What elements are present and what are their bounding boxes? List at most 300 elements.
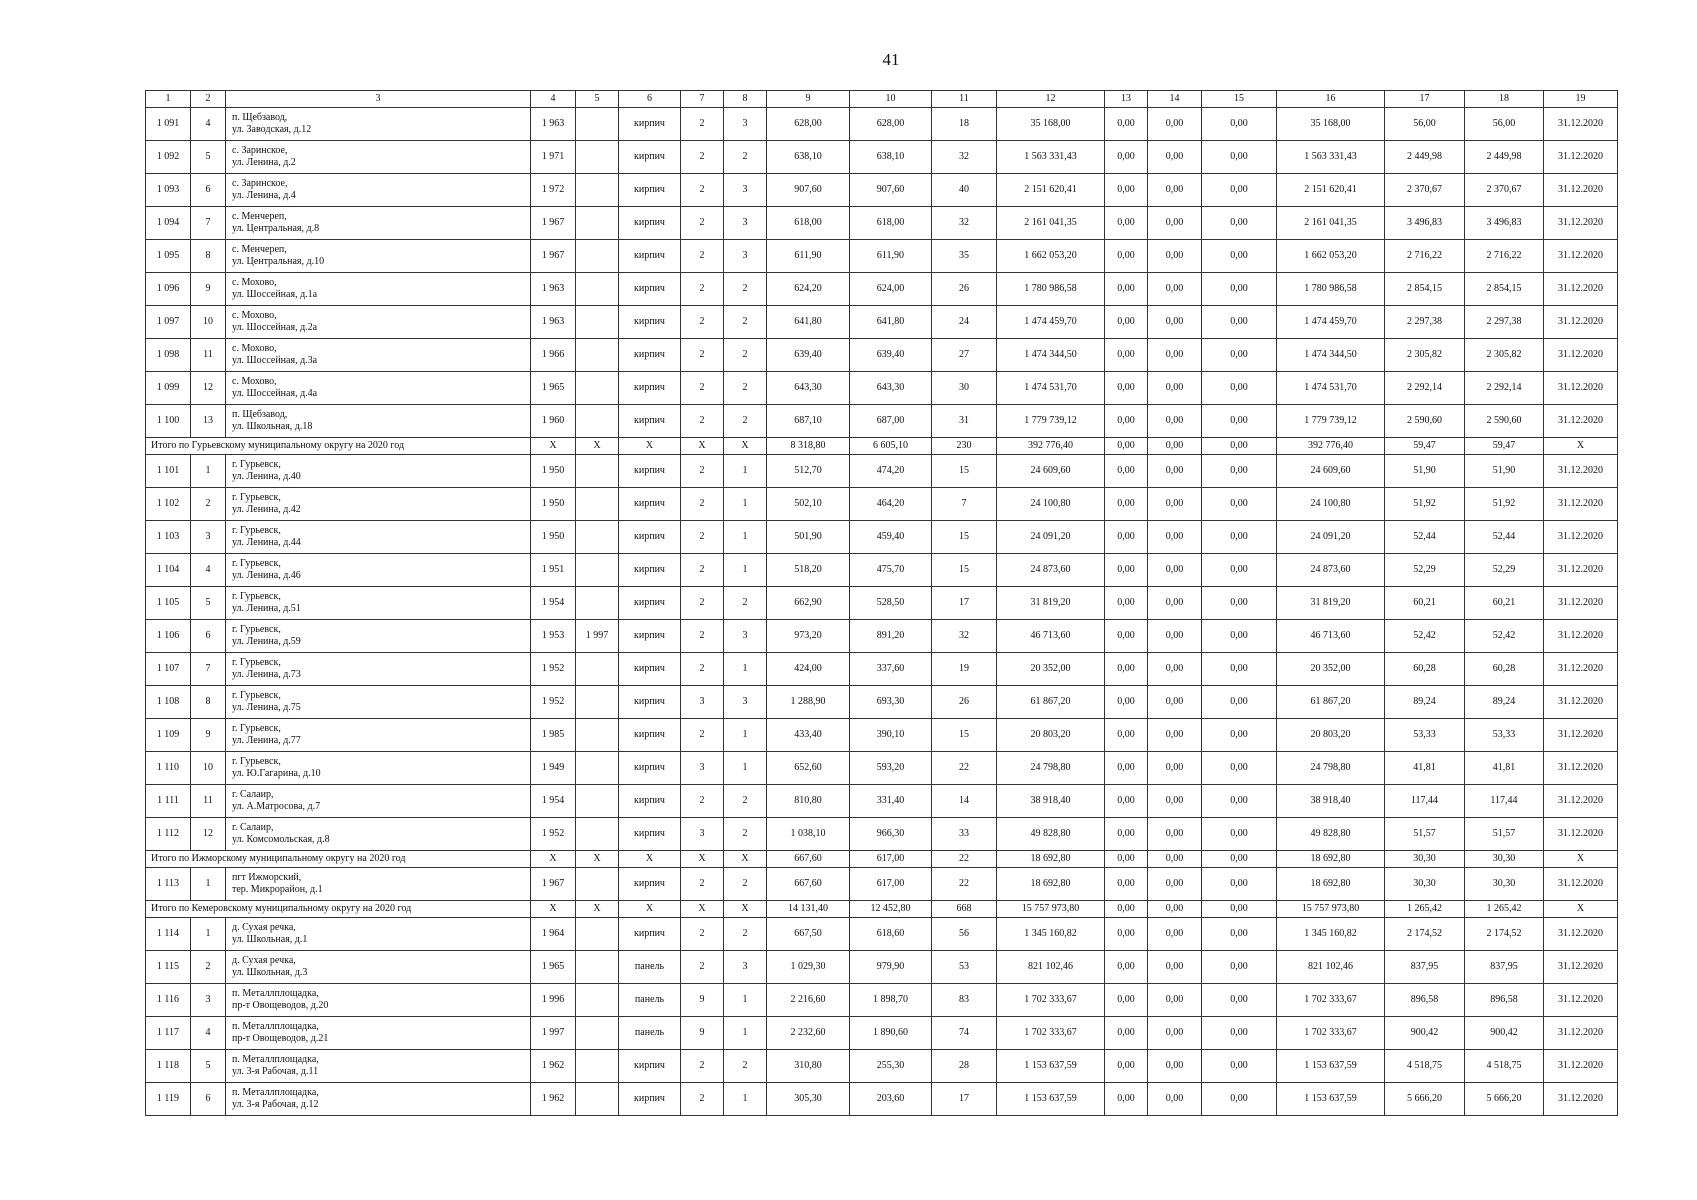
table-cell [576, 405, 619, 438]
table-cell: 31.12.2020 [1544, 207, 1618, 240]
table-cell: 52,42 [1385, 620, 1465, 653]
table-cell: 53,33 [1465, 719, 1544, 752]
table-cell: 4 [191, 1017, 226, 1050]
table-cell: 1 115 [146, 951, 191, 984]
address-line: ул. Ленина, д.46 [232, 570, 301, 581]
address-line: пгт Ижморский, [232, 872, 302, 883]
table-cell: 117,44 [1465, 785, 1544, 818]
table-cell: 0,00 [1202, 521, 1277, 554]
table-cell: 0,00 [1202, 455, 1277, 488]
table-cell [576, 984, 619, 1017]
table-cell: 0,00 [1148, 372, 1202, 405]
table-cell [576, 207, 619, 240]
table-cell: 2 292,14 [1465, 372, 1544, 405]
table-cell: 0,00 [1148, 240, 1202, 273]
table-cell: 1 116 [146, 984, 191, 1017]
table-cell: 305,30 [767, 1083, 850, 1116]
table-cell: 10 [191, 306, 226, 339]
table-cell [576, 1083, 619, 1116]
table-cell: 2 [724, 587, 767, 620]
table-cell: 1 963 [531, 273, 576, 306]
address-line: д. Сухая речка, [232, 955, 296, 966]
table-cell: 41,81 [1465, 752, 1544, 785]
table-cell: 2 590,60 [1465, 405, 1544, 438]
table-cell: 30,30 [1465, 868, 1544, 901]
address-cell [226, 868, 531, 901]
table-cell: 49 828,80 [1277, 818, 1385, 851]
address-cell [226, 339, 531, 372]
table-cell: 2 [681, 785, 724, 818]
table-cell: 900,42 [1465, 1017, 1544, 1050]
table-cell: 0,00 [1105, 818, 1148, 851]
table-cell: 1 971 [531, 141, 576, 174]
table-cell: 641,80 [767, 306, 850, 339]
table-cell: 2 [681, 488, 724, 521]
table-row [146, 108, 1618, 141]
table-cell: 17 [932, 1083, 997, 1116]
table-cell: 667,50 [767, 918, 850, 951]
column-number-header: 1 [146, 91, 191, 108]
table-cell [576, 868, 619, 901]
table-cell: 31.12.2020 [1544, 306, 1618, 339]
table-cell: 12 452,80 [850, 901, 932, 918]
table-cell: 5 666,20 [1465, 1083, 1544, 1116]
table-cell [576, 521, 619, 554]
address-line: п. Металлплощадка, [232, 988, 319, 999]
table-cell: 51,92 [1465, 488, 1544, 521]
page-number: 41 [882, 50, 900, 69]
table-cell: 89,24 [1385, 686, 1465, 719]
table-cell: 53 [932, 951, 997, 984]
table-cell: X [1544, 851, 1618, 868]
table-cell: 2 [724, 405, 767, 438]
address-line: с. Заринское, [232, 178, 288, 189]
table-cell: 1 102 [146, 488, 191, 521]
address-line: г. Гурьевск, [232, 756, 281, 767]
table-cell: X [619, 438, 681, 455]
table-cell: 0,00 [1148, 1017, 1202, 1050]
table-cell: кирпич [619, 868, 681, 901]
table-cell: 1 [191, 918, 226, 951]
address-line: п. Металлплощадка, [232, 1054, 319, 1065]
table-cell: 1 [724, 455, 767, 488]
column-number-header-row [146, 91, 1618, 108]
table-cell: 0,00 [1105, 918, 1148, 951]
table-cell: 641,80 [850, 306, 932, 339]
table-cell: 2 [681, 587, 724, 620]
table-cell: кирпич [619, 719, 681, 752]
table-cell: 2 [681, 273, 724, 306]
table-cell: 31.12.2020 [1544, 686, 1618, 719]
table-cell: 51,57 [1465, 818, 1544, 851]
table-cell: 837,95 [1385, 951, 1465, 984]
table-cell: 1 094 [146, 207, 191, 240]
address-line: с. Заринское, [232, 145, 288, 156]
table-cell: 662,90 [767, 587, 850, 620]
table-cell: X [531, 851, 576, 868]
table-cell: 2 [681, 521, 724, 554]
table-cell: 24 798,80 [1277, 752, 1385, 785]
table-cell: 0,00 [1148, 686, 1202, 719]
address-line: ул. Шоссейная, д.2а [232, 322, 318, 333]
table-cell: 35 [932, 240, 997, 273]
table-cell: кирпич [619, 587, 681, 620]
table-cell: 1 662 053,20 [1277, 240, 1385, 273]
table-cell: 0,00 [1105, 455, 1148, 488]
table-cell: 2 370,67 [1465, 174, 1544, 207]
table-cell: 638,10 [767, 141, 850, 174]
table-cell: 0,00 [1202, 1050, 1277, 1083]
table-row [146, 951, 1618, 984]
table-cell: 1 962 [531, 1050, 576, 1083]
table-cell: 24 091,20 [997, 521, 1105, 554]
table-cell: 0,00 [1202, 240, 1277, 273]
table-row [146, 587, 1618, 620]
table-cell: 643,30 [767, 372, 850, 405]
table-cell: 15 [932, 455, 997, 488]
table-cell: 475,70 [850, 554, 932, 587]
table-cell: 1 118 [146, 1050, 191, 1083]
table-cell: 1 964 [531, 918, 576, 951]
address-line: ул. Ленина, д.51 [232, 603, 301, 614]
table-cell: кирпич [619, 174, 681, 207]
table-row [146, 273, 1618, 306]
table-cell: 1 951 [531, 554, 576, 587]
table-cell: 1 [724, 1083, 767, 1116]
table-row [146, 1083, 1618, 1116]
table-cell: 1 099 [146, 372, 191, 405]
table-cell: 46 713,60 [997, 620, 1105, 653]
table-cell: 1 112 [146, 818, 191, 851]
table-cell: 2 151 620,41 [1277, 174, 1385, 207]
table-row [146, 984, 1618, 1017]
table-cell: 1 997 [576, 620, 619, 653]
table-cell: 1 092 [146, 141, 191, 174]
table-cell: 0,00 [1148, 306, 1202, 339]
table-cell: 35 168,00 [1277, 108, 1385, 141]
table-cell: 2 174,52 [1465, 918, 1544, 951]
table-cell: 1 563 331,43 [997, 141, 1105, 174]
table-cell: 3 [681, 752, 724, 785]
table-cell: 1 962 [531, 1083, 576, 1116]
table-cell: 83 [932, 984, 997, 1017]
table-cell: 31.12.2020 [1544, 488, 1618, 521]
table-cell: 1 [724, 488, 767, 521]
table-cell: 1 [724, 1017, 767, 1050]
table-cell: 0,00 [1202, 488, 1277, 521]
table-cell: 5 [191, 1050, 226, 1083]
table-cell: X [619, 851, 681, 868]
table-cell: 7 [932, 488, 997, 521]
table-cell: 1 702 333,67 [1277, 1017, 1385, 1050]
table-cell: кирпич [619, 818, 681, 851]
address-line: ул. Ленина, д.4 [232, 190, 296, 201]
table-cell: 1 966 [531, 339, 576, 372]
table-cell: 1 110 [146, 752, 191, 785]
table-cell: 0,00 [1202, 785, 1277, 818]
table-cell: 0,00 [1148, 984, 1202, 1017]
table-cell: 0,00 [1202, 851, 1277, 868]
table-row [146, 868, 1618, 901]
table-cell: X [576, 438, 619, 455]
table-cell: 907,60 [850, 174, 932, 207]
table-cell: 1 [724, 521, 767, 554]
table-cell: 1 119 [146, 1083, 191, 1116]
table-cell: 2 [681, 918, 724, 951]
table-cell: 1 107 [146, 653, 191, 686]
table-cell: 624,00 [850, 273, 932, 306]
table-cell: X [681, 851, 724, 868]
table-cell: 27 [932, 339, 997, 372]
table-cell: 14 131,40 [767, 901, 850, 918]
table-cell: 31.12.2020 [1544, 372, 1618, 405]
table-cell: 74 [932, 1017, 997, 1050]
table-cell: 392 776,40 [997, 438, 1105, 455]
table-cell: 15 [932, 554, 997, 587]
address-line: с. Мохово, [232, 277, 277, 288]
table-cell [576, 1050, 619, 1083]
table-cell: 0,00 [1148, 207, 1202, 240]
table-cell: 2 [724, 818, 767, 851]
table-cell: панель [619, 984, 681, 1017]
table-cell: 810,80 [767, 785, 850, 818]
table-cell: 0,00 [1148, 339, 1202, 372]
table-cell: 28 [932, 1050, 997, 1083]
table-cell: 24 798,80 [997, 752, 1105, 785]
address-line: с. Мохово, [232, 376, 277, 387]
table-cell: 1 100 [146, 405, 191, 438]
address-line: с. Мохово, [232, 310, 277, 321]
table-cell: 31 819,20 [1277, 587, 1385, 620]
table-cell: 0,00 [1105, 901, 1148, 918]
table-cell: 1 101 [146, 455, 191, 488]
table-cell: 2 [681, 240, 724, 273]
table-cell: 31 819,20 [997, 587, 1105, 620]
table-cell [576, 488, 619, 521]
table-cell: 12 [191, 818, 226, 851]
table-cell [576, 686, 619, 719]
table-cell: 15 757 973,80 [1277, 901, 1385, 918]
table-cell: 1 949 [531, 752, 576, 785]
table-cell: 0,00 [1148, 653, 1202, 686]
table-cell: 35 168,00 [997, 108, 1105, 141]
table-cell: 0,00 [1105, 620, 1148, 653]
address-line: г. Гурьевск, [232, 657, 281, 668]
table-cell: 0,00 [1105, 405, 1148, 438]
address-line: ул. Ленина, д.42 [232, 504, 301, 515]
table-cell: 52,44 [1465, 521, 1544, 554]
table-cell: 2 [681, 339, 724, 372]
table-cell: 31.12.2020 [1544, 108, 1618, 141]
table-cell: 1 [724, 653, 767, 686]
table-cell: 2 370,67 [1385, 174, 1465, 207]
table-cell: 0,00 [1202, 372, 1277, 405]
table-cell: 611,90 [767, 240, 850, 273]
column-number-header: 7 [681, 91, 724, 108]
table-row [146, 554, 1618, 587]
table-cell: 230 [932, 438, 997, 455]
table-cell [576, 108, 619, 141]
table-cell: 2 [681, 1083, 724, 1116]
table-cell: 464,20 [850, 488, 932, 521]
table-cell: X [576, 851, 619, 868]
table-cell: 0,00 [1202, 620, 1277, 653]
table-cell: 1 890,60 [850, 1017, 932, 1050]
table-cell: 1 288,90 [767, 686, 850, 719]
table-cell: 6 605,10 [850, 438, 932, 455]
table-cell: 60,21 [1385, 587, 1465, 620]
table-cell: 0,00 [1105, 438, 1148, 455]
table-cell: 0,00 [1105, 521, 1148, 554]
table-cell: 0,00 [1202, 951, 1277, 984]
table-cell: 907,60 [767, 174, 850, 207]
table-cell: 4 [191, 554, 226, 587]
table-cell: 1 117 [146, 1017, 191, 1050]
table-cell: 0,00 [1148, 174, 1202, 207]
address-line: с. Менчереп, [232, 211, 287, 222]
table-cell: 0,00 [1148, 818, 1202, 851]
table-cell: 1 104 [146, 554, 191, 587]
table-cell: 31.12.2020 [1544, 1083, 1618, 1116]
table-cell: X [681, 438, 724, 455]
table-cell: 1 474 531,70 [997, 372, 1105, 405]
table-cell: 2 [724, 918, 767, 951]
address-cell [226, 273, 531, 306]
table-cell: 0,00 [1105, 686, 1148, 719]
table-cell: 1 091 [146, 108, 191, 141]
table-cell: 1 702 333,67 [997, 984, 1105, 1017]
column-number-header: 9 [767, 91, 850, 108]
table-cell: 2 [724, 785, 767, 818]
table-cell: кирпич [619, 1083, 681, 1116]
table-cell: 56 [932, 918, 997, 951]
table-cell: 51,92 [1385, 488, 1465, 521]
table-cell: 667,60 [767, 868, 850, 901]
table-cell: 24 873,60 [997, 554, 1105, 587]
table-cell: 3 [724, 951, 767, 984]
table-cell: кирпич [619, 372, 681, 405]
column-number-header: 12 [997, 91, 1105, 108]
table-cell: 2 854,15 [1465, 273, 1544, 306]
table-cell: 1 953 [531, 620, 576, 653]
table-cell: 56,00 [1385, 108, 1465, 141]
table-cell: 593,20 [850, 752, 932, 785]
table-row [146, 455, 1618, 488]
table-cell: 973,20 [767, 620, 850, 653]
table-cell: 89,24 [1465, 686, 1544, 719]
address-line: ул. Ленина, д.2 [232, 157, 296, 168]
table-cell: 19 [932, 653, 997, 686]
table-cell: кирпич [619, 240, 681, 273]
table-cell: 628,00 [767, 108, 850, 141]
table-cell: 0,00 [1105, 719, 1148, 752]
column-number-header: 2 [191, 91, 226, 108]
address-line: ул. Центральная, д.8 [232, 223, 320, 234]
table-cell: 18 692,80 [1277, 868, 1385, 901]
table-cell: 31.12.2020 [1544, 240, 1618, 273]
subtotal-label: Итого по Гурьевскому муниципальному округу на 2020 год [146, 438, 531, 455]
table-cell: 0,00 [1148, 1050, 1202, 1083]
table-cell: 2 [681, 372, 724, 405]
table-cell: 0,00 [1105, 984, 1148, 1017]
table-cell: 628,00 [850, 108, 932, 141]
table-cell: 1 111 [146, 785, 191, 818]
table-cell: 3 [191, 521, 226, 554]
table-cell: 2 [681, 306, 724, 339]
table-cell: кирпич [619, 918, 681, 951]
table-cell: 9 [681, 1017, 724, 1050]
table-cell: 24 609,60 [997, 455, 1105, 488]
table-cell: 1 [724, 752, 767, 785]
column-number-header: 3 [226, 91, 531, 108]
table-cell: 0,00 [1202, 174, 1277, 207]
table-cell: 896,58 [1465, 984, 1544, 1017]
table-cell [576, 752, 619, 785]
table-cell: 0,00 [1148, 488, 1202, 521]
table-cell: 53,33 [1385, 719, 1465, 752]
address-line: ул. Шоссейная, д.1а [232, 289, 318, 300]
table-cell: 1 779 739,12 [997, 405, 1105, 438]
table-cell: 6 [191, 1083, 226, 1116]
table-cell: 20 803,20 [1277, 719, 1385, 752]
table-cell: 31.12.2020 [1544, 719, 1618, 752]
table-cell: 0,00 [1148, 851, 1202, 868]
table-cell [576, 918, 619, 951]
table-cell: 1 950 [531, 488, 576, 521]
table-cell: 1 950 [531, 521, 576, 554]
address-line: ул. Ленина, д.73 [232, 669, 301, 680]
table-cell: 4 518,75 [1465, 1050, 1544, 1083]
address-cell [226, 818, 531, 851]
table-cell: 2 [681, 1050, 724, 1083]
table-cell: 0,00 [1148, 918, 1202, 951]
table-cell: 31.12.2020 [1544, 405, 1618, 438]
table-cell: 1 093 [146, 174, 191, 207]
table-cell: 1 965 [531, 372, 576, 405]
table-cell: 979,90 [850, 951, 932, 984]
table-cell: 41,81 [1385, 752, 1465, 785]
table-row [146, 405, 1618, 438]
table-row [146, 686, 1618, 719]
table-cell: 2 297,38 [1385, 306, 1465, 339]
table-cell: 0,00 [1202, 587, 1277, 620]
table-cell: 617,00 [850, 868, 932, 901]
table-cell [576, 818, 619, 851]
address-cell [226, 686, 531, 719]
table-cell: кирпич [619, 488, 681, 521]
address-cell [226, 108, 531, 141]
address-cell [226, 984, 531, 1017]
column-number-header: 6 [619, 91, 681, 108]
table-cell: X [619, 901, 681, 918]
table-cell: 0,00 [1105, 653, 1148, 686]
table-cell: 0,00 [1148, 719, 1202, 752]
table-cell: панель [619, 1017, 681, 1050]
table-row [146, 174, 1618, 207]
table-row [146, 653, 1618, 686]
address-cell [226, 918, 531, 951]
table-cell: 687,00 [850, 405, 932, 438]
table-cell: 1 103 [146, 521, 191, 554]
table-cell: 2 [724, 141, 767, 174]
table-cell: 1 967 [531, 240, 576, 273]
table-cell: 518,20 [767, 554, 850, 587]
table-cell: 20 352,00 [1277, 653, 1385, 686]
table-cell: 0,00 [1105, 785, 1148, 818]
table-cell: X [724, 851, 767, 868]
table-cell: 2 [681, 405, 724, 438]
table-cell: 8 [191, 240, 226, 273]
